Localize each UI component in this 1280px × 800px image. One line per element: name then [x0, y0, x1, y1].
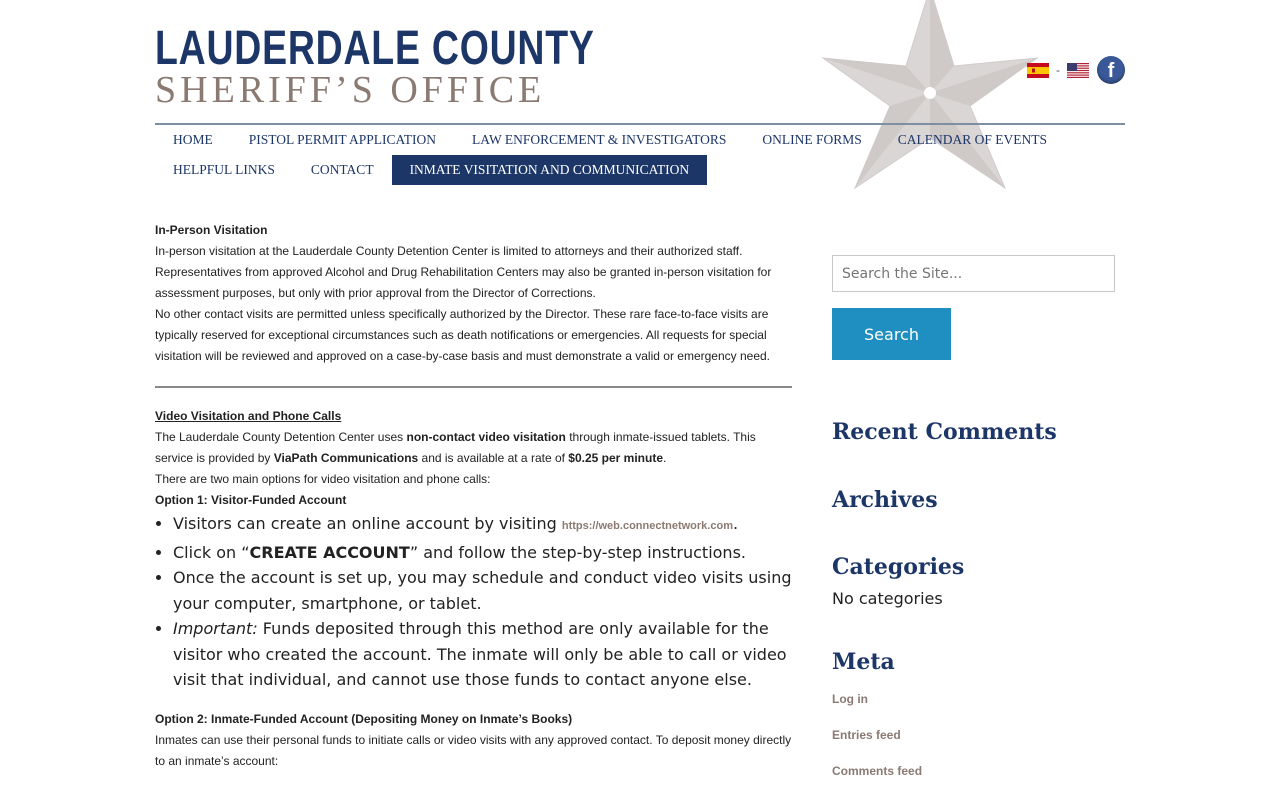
- flag-separator: -: [1056, 63, 1060, 77]
- sidebar: [832, 255, 1125, 778]
- connectnetwork-link[interactable]: https://web.connectnetwork.com: [561, 520, 733, 532]
- emphasis-text: Important:: [173, 619, 258, 638]
- video-heading: Video Visitation and Phone Calls: [155, 409, 342, 423]
- text-segment: .: [663, 451, 667, 465]
- list-item: • Once the account is set up, you may schedule and conduct video visits using your computer, smartphone, or tablet.: [173, 565, 792, 616]
- emphasis-text: $0.25 per minute: [568, 451, 664, 465]
- main-content: [155, 220, 792, 772]
- nav-item-contact[interactable]: CONTACT: [310, 162, 374, 177]
- nav-item-online-forms[interactable]: ONLINE FORMS: [762, 132, 862, 147]
- inperson-paragraph-1: In-person visitation at the Lauderdale County Detention Center is limited to attorneys and their authorized staff. Representatives from approved Alcohol and Drug Rehabilitation Centers may also be granted in-person visitation for assessment purposes, but only with prior approval from the Director of Corrections.: [155, 244, 772, 300]
- no-categories-text: No categories: [832, 589, 943, 608]
- text-segment: and is available at a rate of: [418, 451, 569, 465]
- nav-item-home[interactable]: HOME: [173, 132, 213, 147]
- nav-item-law-enforcement[interactable]: LAW ENFORCEMENT & INVESTIGATORS: [472, 132, 727, 147]
- text-segment: Visitors can create an online account by visiting: [173, 514, 562, 533]
- nav-item-pistol-permit[interactable]: PISTOL PERMIT APPLICATION: [248, 132, 437, 147]
- inperson-heading: In-Person Visitation: [155, 223, 268, 237]
- main-nav: [155, 123, 1125, 185]
- video-paragraph-1: [155, 427, 792, 469]
- list-item: [173, 540, 792, 566]
- meta-link-login[interactable]: Log in: [832, 692, 868, 706]
- text-segment: .: [732, 514, 739, 533]
- spain-flag-icon[interactable]: [1027, 63, 1049, 78]
- us-flag-icon[interactable]: [1067, 63, 1089, 78]
- site-logo[interactable]: [155, 22, 719, 111]
- meta-title: Meta: [832, 649, 895, 675]
- emphasis-text: CREATE ACCOUNT: [249, 542, 410, 562]
- spacer: [155, 693, 792, 709]
- search-input[interactable]: [832, 255, 1115, 292]
- nav-row-1: [155, 125, 1125, 155]
- text-segment: ” and follow the step-by-step instructions.: [409, 542, 746, 562]
- list-item: [173, 616, 792, 693]
- page-wrapper: [155, 0, 1125, 800]
- text-segment: The Lauderdale County Detention Center uses: [155, 430, 407, 444]
- option1-list: [155, 511, 792, 693]
- nav-item-calendar[interactable]: CALENDAR OF EVENTS: [897, 132, 1047, 147]
- nav-row-2: [155, 155, 1125, 185]
- text-segment: through inmate-issued tablets. This service is provided by: [155, 430, 756, 465]
- facebook-icon[interactable]: f: [1097, 56, 1125, 84]
- meta-link-comments-feed[interactable]: Comments feed: [832, 764, 923, 778]
- option2-heading: Option 2: Inmate-Funded Account (Depositing Money on Inmate’s Books): [155, 711, 573, 726]
- option1-heading: Option 1: Visitor-Funded Account: [155, 493, 347, 507]
- inperson-paragraph-2: No other contact visits are permitted unless specifically authorized by the Director. These rare face-to-face visits are typically reserved for exceptional circumstances such as death notifications or emergencies. All requests for special visitation will be reviewed and approved on a case-by-case basis and must demonstrate a valid or emergency need.: [155, 307, 770, 363]
- video-paragraph-2: There are two main options for video visitation and phone calls:: [155, 472, 491, 486]
- emphasis-text: ViaPath Communications: [273, 451, 419, 465]
- categories-title: Categories: [832, 554, 965, 580]
- archives-title: Archives: [832, 487, 938, 513]
- logo-title: LAUDERDALE COUNTY: [155, 22, 595, 75]
- nav-item-inmate-visitation[interactable]: INMATE VISITATION AND COMMUNICATION: [392, 155, 708, 185]
- emphasis-text: non-contact video visitation: [406, 430, 566, 444]
- section-divider: [155, 386, 792, 388]
- social-language-bar: [1027, 56, 1125, 84]
- text-segment: Click on “: [173, 542, 250, 562]
- list-item: [173, 511, 792, 540]
- option2-paragraph: Inmates can use their personal funds to initiate calls or video visits with any approved contact. To deposit money directly to an inmate’s account:: [155, 732, 792, 768]
- recent-comments-title: Recent Comments: [832, 419, 1057, 445]
- nav-item-helpful-links[interactable]: HELPFUL LINKS: [173, 162, 275, 177]
- search-button[interactable]: Search: [832, 308, 951, 360]
- meta-link-entries-feed[interactable]: Entries feed: [832, 728, 901, 742]
- text-segment: Funds deposited through this method are only available for the visitor who created the account. The inmate will only be able to call or video visit that individual, and cannot use those funds to contact anyone else.: [173, 619, 787, 689]
- logo-subtitle: SHERIFF’S OFFICE: [155, 69, 546, 111]
